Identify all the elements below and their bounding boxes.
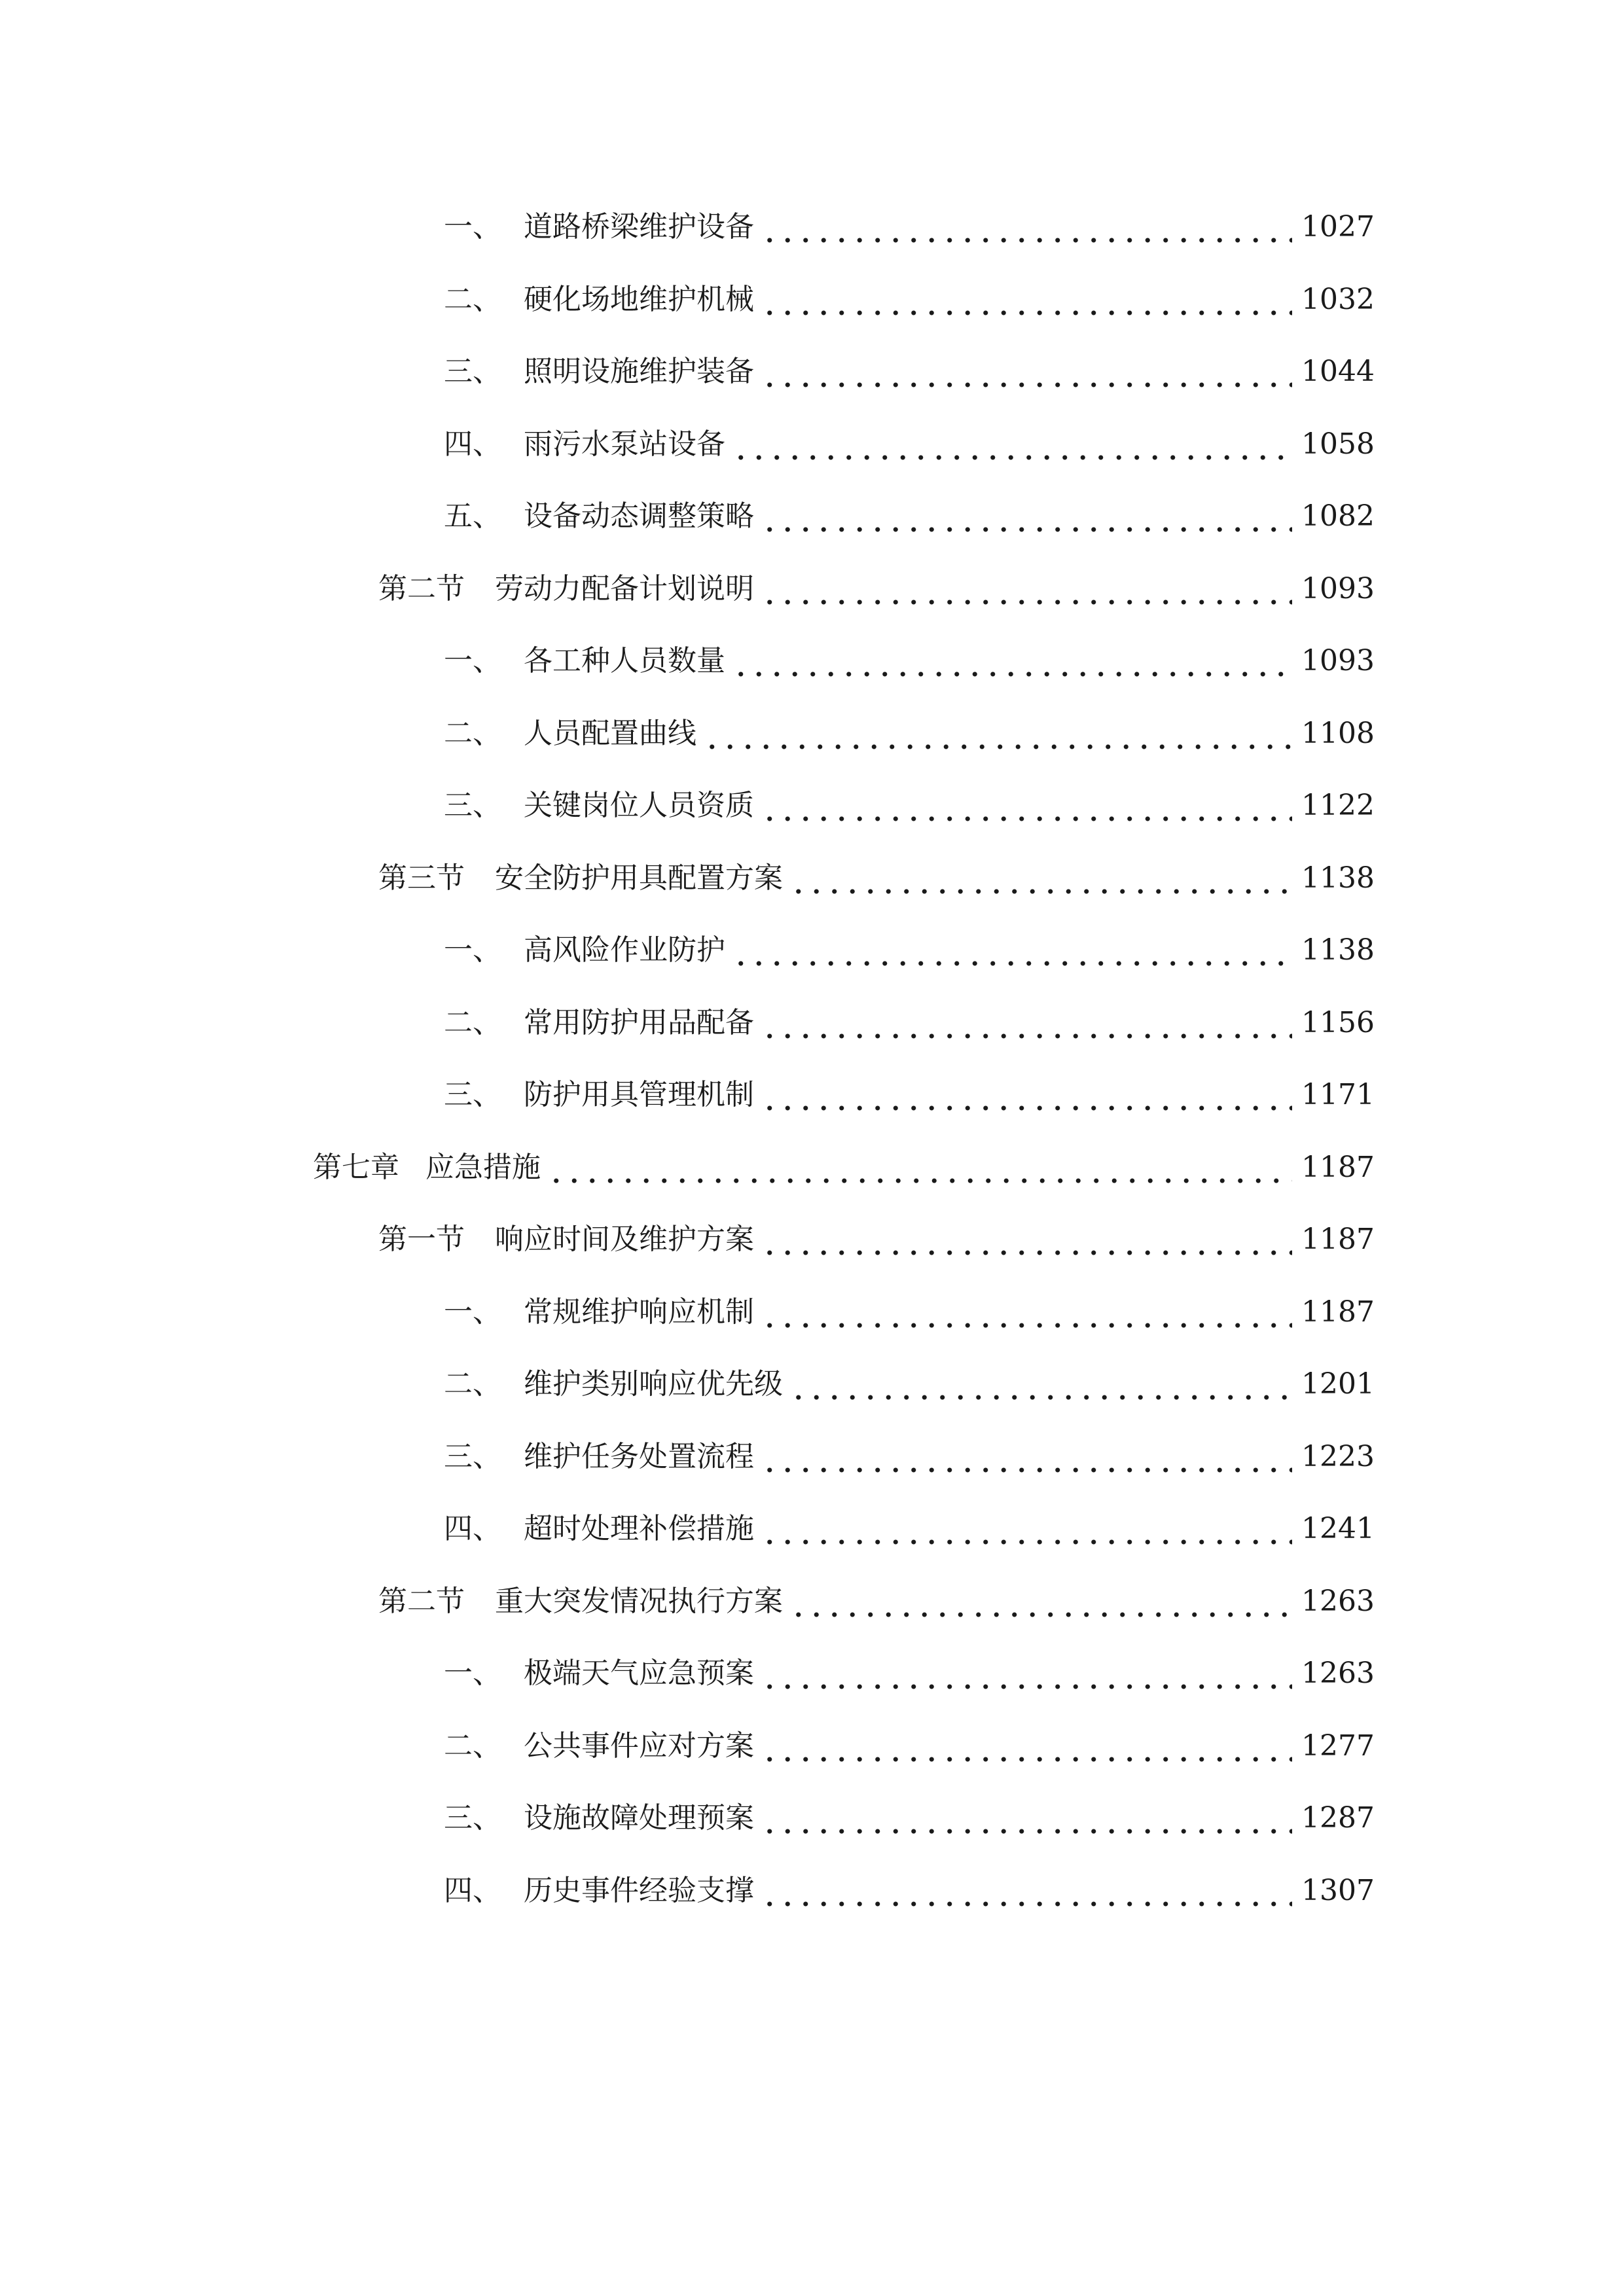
toc-entry[interactable] (0, 1216, 1624, 1289)
toc-entry-title: 应急措施 (425, 1150, 541, 1184)
toc-entry[interactable] (0, 855, 1624, 927)
toc-entry-number: 三、 (444, 355, 501, 388)
toc-entry[interactable] (0, 276, 1624, 349)
toc-entry-title: 防护用具管理机制 (524, 1078, 754, 1111)
dot-leader (732, 927, 1292, 974)
toc-entry-page: 1082 (1301, 499, 1375, 533)
dot-leader (761, 1723, 1292, 1770)
toc-entry-page: 1187 (1301, 1295, 1375, 1329)
toc-entry[interactable] (0, 565, 1624, 638)
dot-leader (547, 1144, 1292, 1191)
toc-entry[interactable] (0, 1144, 1624, 1217)
dot-leader (789, 1578, 1292, 1625)
toc-entry-title: 劳动力配备计划说明 (495, 571, 754, 605)
toc-entry[interactable] (0, 204, 1624, 276)
toc-entry-title: 维护类别响应优先级 (524, 1367, 783, 1401)
toc-entry-title: 关键岗位人员资质 (524, 789, 754, 822)
dot-leader (761, 1071, 1292, 1119)
toc-entry-number: 一、 (444, 933, 501, 967)
toc-entry-title: 响应时间及维护方案 (495, 1223, 754, 1256)
dot-leader (761, 1289, 1292, 1336)
toc-entry-page: 1122 (1301, 789, 1375, 822)
toc-entry-number: 三、 (444, 1439, 501, 1473)
toc-entry-number: 二、 (444, 716, 501, 750)
toc-entry-title: 极端天气应急预案 (524, 1657, 754, 1690)
toc-entry-number: 二、 (444, 1729, 501, 1763)
toc-entry-page: 1171 (1301, 1078, 1375, 1111)
dot-leader (761, 999, 1292, 1047)
dot-leader (732, 637, 1292, 685)
toc-entry-title: 维护任务处置流程 (524, 1439, 754, 1473)
toc-entry-title: 公共事件应对方案 (524, 1729, 754, 1763)
dot-leader (761, 1650, 1292, 1697)
toc-entry[interactable] (0, 421, 1624, 493)
toc-entry-number: 第一节 (378, 1223, 465, 1256)
toc-entry-page: 1201 (1301, 1367, 1375, 1401)
toc-entry[interactable] (0, 927, 1624, 999)
toc-entry-page: 1277 (1301, 1729, 1375, 1763)
toc-entry-page: 1058 (1301, 427, 1375, 461)
dot-leader (761, 1795, 1292, 1842)
toc-entry-number: 一、 (444, 644, 501, 677)
dot-leader (789, 1361, 1292, 1408)
toc-entry[interactable] (0, 1795, 1624, 1867)
toc-entry-title: 硬化场地维护机械 (524, 282, 754, 316)
dot-leader (761, 782, 1292, 829)
toc-entry-number: 四、 (444, 427, 501, 461)
toc-entry-title: 常用防护用品配备 (524, 1005, 754, 1039)
dot-leader (789, 855, 1292, 902)
dot-leader (761, 276, 1292, 323)
toc-entry-page: 1223 (1301, 1439, 1375, 1473)
toc-entry-number: 第七章 (313, 1150, 399, 1184)
toc-entry-title: 超时处理补偿措施 (524, 1512, 754, 1545)
toc-entry-page: 1027 (1301, 210, 1375, 243)
dot-leader (732, 421, 1292, 468)
dot-leader (761, 204, 1292, 251)
toc-entry-page: 1138 (1301, 861, 1375, 895)
toc-entry-number: 二、 (444, 1367, 501, 1401)
toc-entry-title: 设施故障处理预案 (524, 1801, 754, 1835)
toc-entry-number: 三、 (444, 789, 501, 822)
toc-entry[interactable] (0, 637, 1624, 710)
toc-entry-page: 1187 (1301, 1223, 1375, 1256)
toc-entry-title: 雨污水泵站设备 (524, 427, 725, 461)
dot-leader (761, 348, 1292, 395)
toc-entry-number: 第二节 (378, 571, 465, 605)
toc-entry-number: 第三节 (378, 861, 465, 895)
toc-entry[interactable] (0, 1289, 1624, 1361)
toc-entry-number: 三、 (444, 1078, 501, 1111)
toc-entry-number: 二、 (444, 282, 501, 316)
toc-entry-title: 照明设施维护装备 (524, 355, 754, 388)
toc-entry-number: 三、 (444, 1801, 501, 1835)
dot-leader (761, 1505, 1292, 1552)
toc-entry-number: 二、 (444, 1005, 501, 1039)
toc-entry-page: 1093 (1301, 571, 1375, 605)
dot-leader (761, 565, 1292, 613)
toc-entry-number: 四、 (444, 1873, 501, 1907)
dot-leader (703, 710, 1292, 757)
toc-entry[interactable] (0, 1867, 1624, 1940)
dot-leader (761, 1216, 1292, 1263)
toc-entry[interactable] (0, 348, 1624, 421)
toc-entry-title: 历史事件经验支撑 (524, 1873, 754, 1907)
toc-entry[interactable] (0, 710, 1624, 783)
toc-entry-title: 重大突发情况执行方案 (495, 1584, 783, 1618)
toc-entry-page: 1263 (1301, 1657, 1375, 1690)
toc-entry-title: 人员配置曲线 (524, 716, 696, 750)
toc-entry-page: 1138 (1301, 933, 1375, 967)
toc-entry[interactable] (0, 1071, 1624, 1144)
toc-entry-page: 1108 (1301, 716, 1375, 750)
toc-entry-page: 1032 (1301, 282, 1375, 316)
table-of-contents (0, 204, 1624, 1939)
dot-leader (761, 1867, 1292, 1914)
toc-entry-title: 设备动态调整策略 (524, 499, 754, 533)
toc-entry[interactable] (0, 782, 1624, 855)
toc-entry[interactable] (0, 1361, 1624, 1433)
toc-entry-page: 1307 (1301, 1873, 1375, 1907)
toc-entry-number: 一、 (444, 1657, 501, 1690)
toc-entry[interactable] (0, 1650, 1624, 1723)
toc-entry[interactable] (0, 1505, 1624, 1578)
toc-entry[interactable] (0, 1433, 1624, 1506)
toc-entry-number: 五、 (444, 499, 501, 533)
toc-entry-page: 1044 (1301, 355, 1375, 388)
toc-entry-title: 安全防护用具配置方案 (495, 861, 783, 895)
toc-entry-number: 第二节 (378, 1584, 465, 1618)
toc-entry-number: 一、 (444, 210, 501, 243)
toc-entry-page: 1287 (1301, 1801, 1375, 1835)
toc-entry-title: 常规维护响应机制 (524, 1295, 754, 1329)
toc-entry-page: 1241 (1301, 1512, 1375, 1545)
toc-entry-number: 四、 (444, 1512, 501, 1545)
toc-entry[interactable] (0, 1723, 1624, 1795)
toc-entry-title: 各工种人员数量 (524, 644, 725, 677)
toc-entry-page: 1263 (1301, 1584, 1375, 1618)
toc-entry-title: 高风险作业防护 (524, 933, 725, 967)
toc-entry-number: 一、 (444, 1295, 501, 1329)
toc-entry-page: 1156 (1301, 1005, 1375, 1039)
toc-entry[interactable] (0, 999, 1624, 1072)
dot-leader (761, 493, 1292, 540)
toc-entry-title: 道路桥梁维护设备 (524, 210, 754, 243)
toc-entry-page: 1187 (1301, 1150, 1375, 1184)
toc-entry[interactable] (0, 493, 1624, 565)
dot-leader (761, 1433, 1292, 1480)
toc-entry-page: 1093 (1301, 644, 1375, 677)
toc-entry[interactable] (0, 1578, 1624, 1651)
